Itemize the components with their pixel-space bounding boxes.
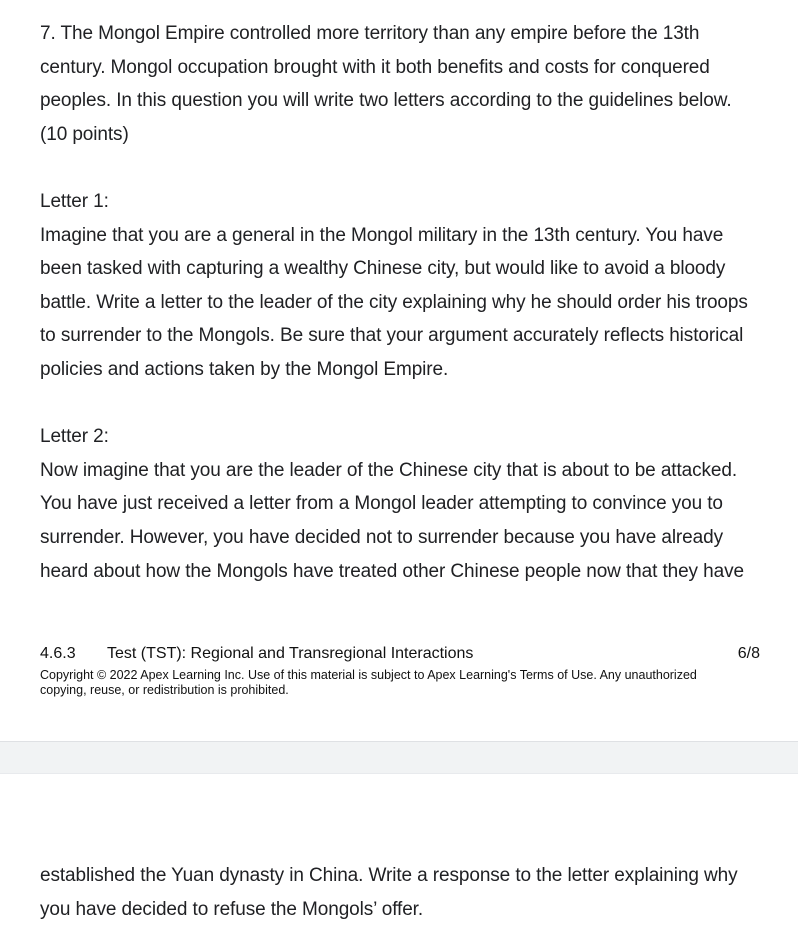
page-footer <box>40 644 760 697</box>
letter1-line: been tasked with capturing a wealthy Chinese city, but would like to avoid a bloody <box>40 258 726 280</box>
letter2-line: You have just received a letter from a Mongol leader attempting to convince you to <box>40 493 723 515</box>
letter1-heading: Letter 1: <box>40 190 109 212</box>
letter2-line: Now imagine that you are the leader of the Chinese city that is about to be attacked. <box>40 459 738 481</box>
letter1-line: to surrender to the Mongols. Be sure that your argument accurately reflects historical <box>40 325 744 347</box>
letter1-line: Imagine that you are a general in the Mongol military in the 13th century. You have <box>40 224 724 246</box>
question-line: century. Mongol occupation brought with it both benefits and costs for conquered <box>40 56 710 78</box>
test-title: Test (TST): Regional and Transregional Interactions <box>107 645 474 662</box>
question-line: 7. The Mongol Empire controlled more territory than any empire before the 13th <box>40 23 700 44</box>
page-break-divider <box>0 741 798 774</box>
paragraph-gap <box>40 151 770 185</box>
footer-line <box>40 644 760 664</box>
page-number: 6/8 <box>737 645 760 662</box>
continued-line: established the Yuan dynasty in China. Write a response to the letter explaining why <box>40 865 738 886</box>
letter1-line: battle. Write a letter to the leader of the city explaining why he should order his troops <box>40 291 748 313</box>
copyright-notice: Copyright © 2022 Apex Learning Inc. Use of this material is subject to Apex Learning's Terms of Use. Any unauthorized copying, reuse, or redistribution is prohibited. <box>40 668 697 697</box>
question-points: (10 points) <box>40 123 129 145</box>
lesson-code: 4.6.3 <box>40 645 76 662</box>
letter2-heading: Letter 2: <box>40 426 109 448</box>
letter2-line: heard about how the Mongols have treated other Chinese people now that they have <box>40 560 744 582</box>
question-text-block <box>40 17 770 588</box>
continued-line: you have decided to refuse the Mongols’ offer. <box>40 898 424 920</box>
letter2-line: surrender. However, you have decided not to surrender because you have already <box>40 526 723 548</box>
letter1-line: policies and actions taken by the Mongol Empire. <box>40 358 449 380</box>
question-line: peoples. In this question you will write two letters according to the guidelines below. <box>40 90 732 112</box>
paragraph-gap <box>40 387 770 421</box>
continued-text-block <box>40 859 770 926</box>
